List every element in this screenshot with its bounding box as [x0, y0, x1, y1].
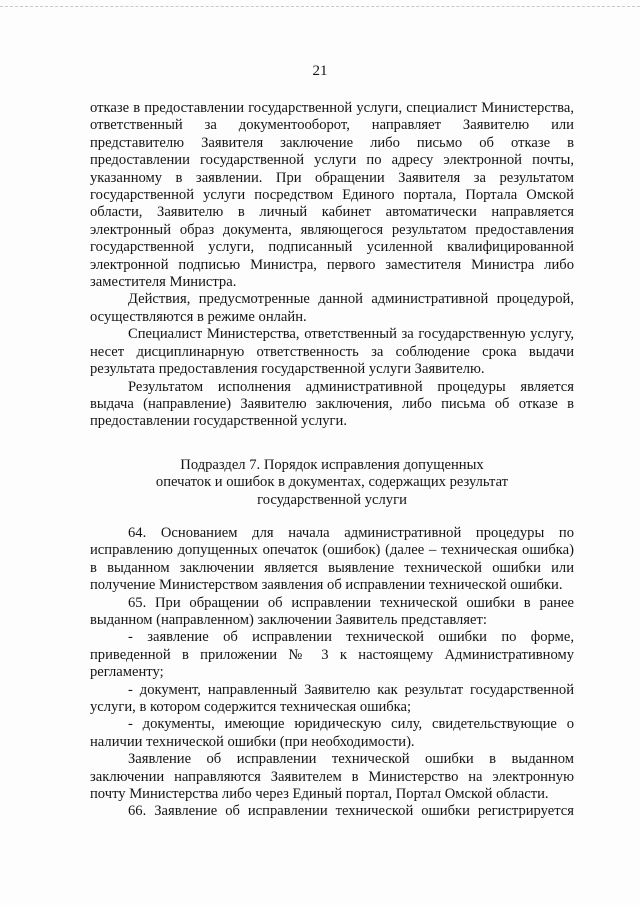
paragraph-online-actions: Действия, предусмотренные данной административной процедурой, осуществляются в режиме онлайн. — [90, 291, 574, 325]
paragraph-submission: Заявление об исправлении технической ошибки в выданном заключении направляются Заявителем в Министерство на электронную почту Министерства либо через Единый портал, Портал Омской области. — [90, 751, 574, 803]
paragraph-66: 66. Заявление об исправлении технической ошибки регистрируется — [128, 803, 574, 820]
scan-top-edge — [0, 6, 640, 7]
paragraph-65: 65. При обращении об исправлении технической ошибки в ранее выданном (направленном) заключении Заявитель представляет: — [90, 594, 574, 628]
subsection-heading — [90, 457, 574, 509]
heading-line-3: государственной услуги — [257, 491, 407, 508]
paragraph-responsibility: Специалист Министерства, ответственный за государственную услугу, несет дисциплинарную ответственность за соблюдение срока выдачи результата предоставления государственной услуги Заявителю. — [90, 326, 574, 378]
heading-line-1: Подраздел 7. Порядок исправления допущенных — [180, 456, 484, 473]
list-item-application: - заявление об исправлении технической ошибки по форме, приведенной в приложении № 3 к настоящему Административному регламенту; — [90, 629, 574, 681]
list-item-document: - документ, направленный Заявителю как результат государственной услуги, в котором содержится техническая ошибка; — [90, 681, 574, 715]
page-number: 21 — [312, 63, 328, 79]
paragraph-64: 64. Основанием для начала административной процедуры по исправлению допущенных опечаток (ошибок) (далее – техническая ошибка) в выданном заключении является выявление технической ошибки или получение Министерством заявления об исправлении технической ошибки. — [90, 524, 574, 594]
paragraph-procedure-result: Результатом исполнения административной процедуры является выдача (направление) Заявителю заключения, либо письма об отказе в предоставлении государственной услуги. — [90, 378, 574, 430]
heading-line-2: опечаток и ошибок в документах, содержащих результат — [155, 474, 509, 491]
paragraph-continuation: отказе в предоставлении государственной услуги, специалист Министерства, ответственный за документооборот, направляет Заявителю или представителю Заявителя заключение либо письмо об отказе в предоставлении государственной услуги по адресу электронной почты, указанному в заявлении. При обращении Заявителя за результатом государственной услуги посредством Единого портала, Портала Омской области, Заявителю в личный кабинет автоматически направляется электронный образ документа, являющегося результатом предоставления государственной услуги, подписанный усиленной квалифицированной электронной подписью Министра, первого заместителя Министра либо заместителя Министра. — [90, 100, 574, 291]
list-item-legal-documents: - документы, имеющие юридическую силу, свидетельствующие о наличии технической ошибки (при необходимости). — [90, 716, 574, 750]
document-body — [90, 100, 574, 821]
